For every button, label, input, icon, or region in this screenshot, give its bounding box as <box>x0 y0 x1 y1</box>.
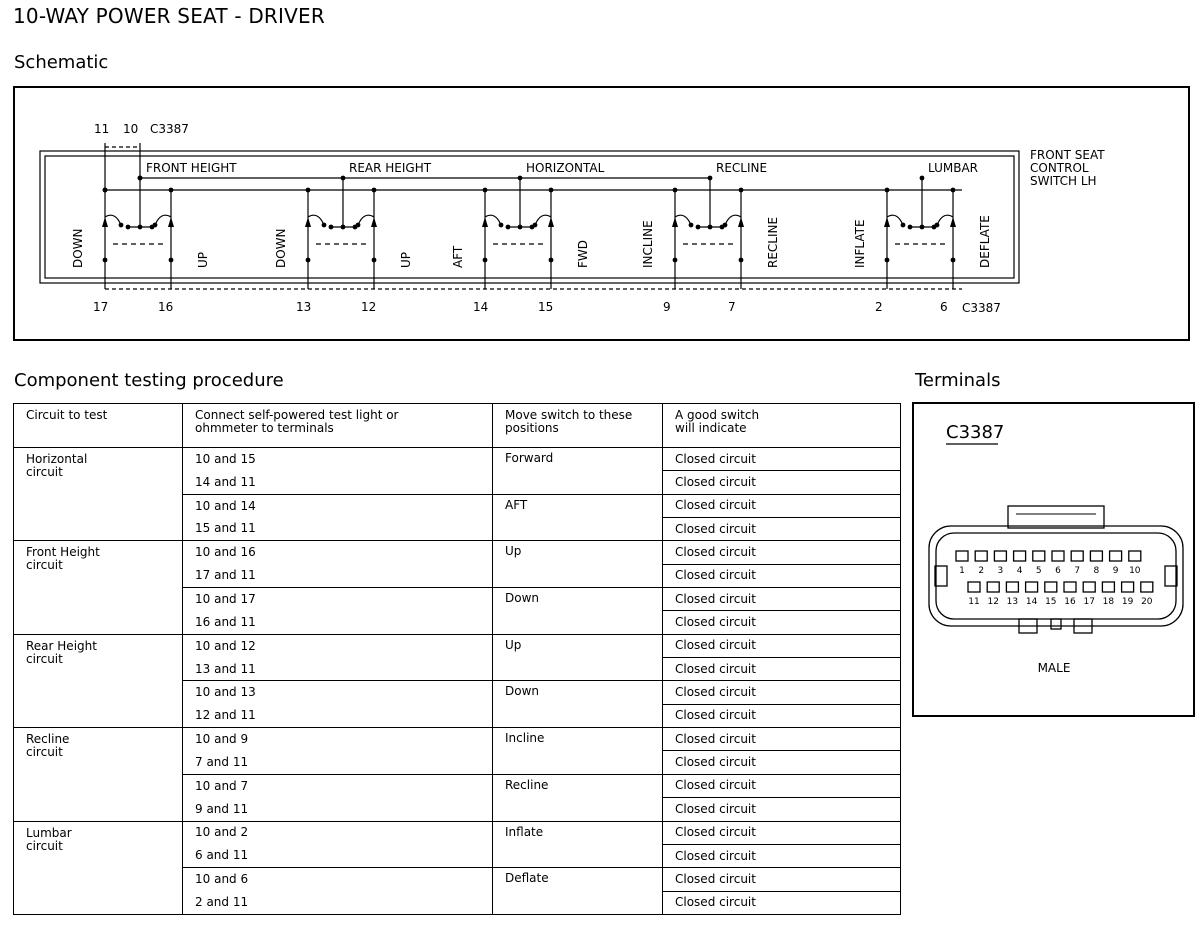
table-header-cell: Circuit to test <box>14 404 183 448</box>
terminal-pin <box>975 551 987 561</box>
result-cell: Closed circuit <box>663 471 901 494</box>
position-cell: Forward <box>493 448 663 495</box>
result-cell: Closed circuit <box>663 658 901 681</box>
junction-dot <box>126 225 131 230</box>
table-row <box>14 541 901 564</box>
result-cell: Closed circuit <box>663 868 901 891</box>
group-label: LUMBAR <box>928 161 979 175</box>
pin-label: 16 <box>158 300 174 314</box>
junction-dot <box>673 258 678 263</box>
switch-label-line: FRONT SEAT <box>1030 148 1105 162</box>
terminal-pin <box>1129 551 1141 561</box>
terminals-cell: 10 and 13 <box>183 681 493 704</box>
terminal-pin <box>1033 551 1045 561</box>
junction-dot <box>372 258 377 263</box>
pin-label: 15 <box>538 300 554 314</box>
pin-label: 13 <box>296 300 312 314</box>
key <box>1051 619 1061 629</box>
component-testing-table <box>13 403 901 915</box>
schematic-svg <box>15 88 1192 343</box>
terminals-cell: 10 and 17 <box>183 588 493 611</box>
terminal-pin <box>1090 551 1102 561</box>
junction-dot <box>696 225 701 230</box>
terminal-pin <box>1045 582 1057 592</box>
junction-dot <box>483 258 488 263</box>
direction-label-right: UP <box>196 251 210 268</box>
terminal-pin <box>1110 551 1122 561</box>
junction-dot <box>483 188 488 193</box>
switch-arm <box>725 215 741 225</box>
connector-label: C3387 <box>150 122 189 136</box>
terminal-pin <box>1141 582 1153 592</box>
pin-label: 9 <box>663 300 671 314</box>
terminals-cell: 7 and 11 <box>183 751 493 774</box>
junction-dot <box>329 225 334 230</box>
group-label: FRONT HEIGHT <box>146 161 237 175</box>
terminals-cell: 10 and 7 <box>183 774 493 797</box>
pin-number: 19 <box>1121 597 1134 607</box>
schematic-diagram <box>13 86 1190 341</box>
terminal-pin <box>1071 551 1083 561</box>
junction-dot <box>518 176 523 181</box>
circuit-name-cell: Rear Height circuit <box>14 634 183 727</box>
switch-arrow <box>950 217 956 227</box>
junction-dot <box>499 223 504 228</box>
terminals-cell: 15 and 11 <box>183 518 493 541</box>
pin-number: 7 <box>1074 566 1081 576</box>
switch-label-line: SWITCH LH <box>1030 174 1097 188</box>
switch-arrow <box>548 217 554 227</box>
switch-arm <box>535 215 551 225</box>
junction-dot <box>885 188 890 193</box>
junction-dot <box>306 188 311 193</box>
result-cell: Closed circuit <box>663 634 901 657</box>
result-cell: Closed circuit <box>663 681 901 704</box>
table-row <box>14 448 901 471</box>
switch-label-line: CONTROL <box>1030 161 1089 175</box>
junction-dot <box>103 258 108 263</box>
switch-arrow <box>482 217 488 227</box>
position-cell: Up <box>493 541 663 588</box>
junction-dot <box>708 225 713 230</box>
junction-dot <box>549 258 554 263</box>
junction-dot <box>103 188 108 193</box>
pin-label: 6 <box>940 300 948 314</box>
position-cell: Inflate <box>493 821 663 868</box>
circuit-name-cell: Front Height circuit <box>14 541 183 634</box>
group-label: REAR HEIGHT <box>349 161 432 175</box>
position-cell: Down <box>493 588 663 635</box>
junction-dot <box>739 258 744 263</box>
direction-label-left: DOWN <box>274 228 288 268</box>
terminal-pin <box>987 582 999 592</box>
terminals-cell: 10 and 14 <box>183 494 493 517</box>
terminal-pin <box>956 551 968 561</box>
junction-dot <box>506 225 511 230</box>
switch-arm <box>308 215 324 225</box>
terminals-cell: 9 and 11 <box>183 798 493 821</box>
switch-arrow <box>884 217 890 227</box>
switch-arrow <box>168 217 174 227</box>
pin-number: 14 <box>1025 597 1038 607</box>
terminals-cell: 13 and 11 <box>183 658 493 681</box>
terminals-heading: Terminals <box>915 370 1001 391</box>
terminals-cell: 16 and 11 <box>183 611 493 634</box>
switch-arrow <box>672 217 678 227</box>
terminal-pin <box>1122 582 1134 592</box>
pin-number: 16 <box>1064 597 1076 607</box>
junction-dot <box>723 223 728 228</box>
position-cell: Up <box>493 634 663 681</box>
junction-dot <box>153 223 158 228</box>
terminal-pin <box>968 582 980 592</box>
junction-dot <box>533 223 538 228</box>
junction-dot <box>673 188 678 193</box>
junction-dot <box>341 225 346 230</box>
table-header-cell: Move switch to these positions <box>493 404 663 448</box>
terminals-cell: 6 and 11 <box>183 844 493 867</box>
terminal-svg <box>914 404 1197 719</box>
junction-dot <box>920 225 925 230</box>
result-cell: Closed circuit <box>663 564 901 587</box>
junction-dot <box>739 188 744 193</box>
junction-dot <box>908 225 913 230</box>
terminals-cell: 10 and 6 <box>183 868 493 891</box>
pin-number: 17 <box>1083 597 1095 607</box>
pin-label: 12 <box>361 300 377 314</box>
circuit-name-cell: Horizontal circuit <box>14 448 183 541</box>
junction-dot <box>119 223 124 228</box>
connector-body-outer <box>929 526 1183 626</box>
pin-number: 20 <box>1141 597 1153 607</box>
switch-arm <box>105 215 121 225</box>
terminals-cell: 10 and 15 <box>183 448 493 471</box>
result-cell: Closed circuit <box>663 541 901 564</box>
pin-number: 5 <box>1035 566 1042 576</box>
switch-arm <box>887 215 903 225</box>
table-row <box>14 634 901 657</box>
junction-dot <box>169 188 174 193</box>
terminals-cell: 12 and 11 <box>183 704 493 727</box>
schematic-heading: Schematic <box>14 52 109 73</box>
pin-number: 11 <box>968 597 980 607</box>
terminals-cell: 10 and 2 <box>183 821 493 844</box>
circuit-name-cell: Recline circuit <box>14 728 183 821</box>
result-cell: Closed circuit <box>663 774 901 797</box>
result-cell: Closed circuit <box>663 798 901 821</box>
result-cell: Closed circuit <box>663 844 901 867</box>
result-cell: Closed circuit <box>663 751 901 774</box>
pin-number: 10 <box>1129 566 1141 576</box>
junction-dot <box>138 225 143 230</box>
switch-arm <box>675 215 691 225</box>
terminal-view <box>912 402 1195 717</box>
switch-arm <box>358 215 374 225</box>
connector-latch <box>1008 506 1104 528</box>
position-cell: AFT <box>493 494 663 541</box>
pin-number: 3 <box>997 566 1004 576</box>
result-cell: Closed circuit <box>663 891 901 914</box>
group-label: RECLINE <box>716 161 768 175</box>
terminals-cell: 14 and 11 <box>183 471 493 494</box>
direction-label-left: AFT <box>451 245 465 268</box>
result-cell: Closed circuit <box>663 821 901 844</box>
terminal-pin <box>1083 582 1095 592</box>
result-cell: Closed circuit <box>663 588 901 611</box>
junction-dot <box>372 188 377 193</box>
pin-number: 12 <box>987 597 999 607</box>
junction-dot <box>549 188 554 193</box>
terminal-pin <box>994 551 1006 561</box>
side-tab <box>935 566 947 586</box>
switch-arm <box>155 215 171 225</box>
table-header-cell: Connect self-powered test light or ohmmeter to terminals <box>183 404 493 448</box>
terminal-pin <box>1026 582 1038 592</box>
switch-arrow <box>102 217 108 227</box>
group-label: HORIZONTAL <box>526 161 605 175</box>
junction-dot <box>920 176 925 181</box>
junction-dot <box>518 225 523 230</box>
pin-number: 9 <box>1112 566 1119 576</box>
junction-dot <box>356 223 361 228</box>
junction-dot <box>951 188 956 193</box>
junction-dot <box>901 223 906 228</box>
result-cell: Closed circuit <box>663 611 901 634</box>
junction-dot <box>169 258 174 263</box>
terminal-pin <box>1014 551 1026 561</box>
switch-arm <box>937 215 953 225</box>
connector-gender: MALE <box>1037 661 1071 675</box>
pin-number: 2 <box>978 566 985 576</box>
junction-dot <box>885 258 890 263</box>
connector-label: C3387 <box>962 301 1001 315</box>
direction-label-right: FWD <box>576 239 590 268</box>
terminals-cell: 10 and 12 <box>183 634 493 657</box>
result-cell: Closed circuit <box>663 704 901 727</box>
direction-label-left: INCLINE <box>641 220 655 268</box>
pin-number: 18 <box>1102 597 1115 607</box>
direction-label-left: INFLATE <box>853 219 867 268</box>
direction-label-right: DEFLATE <box>978 215 992 268</box>
table-row <box>14 728 901 751</box>
junction-dot <box>708 176 713 181</box>
pin-number: 8 <box>1093 566 1100 576</box>
pin-number: 15 <box>1045 597 1057 607</box>
position-cell: Down <box>493 681 663 728</box>
pin-label: 17 <box>93 300 109 314</box>
terminals-cell: 2 and 11 <box>183 891 493 914</box>
junction-dot <box>306 258 311 263</box>
table-row <box>14 821 901 844</box>
top-pin-label: 10 <box>123 122 139 136</box>
procedure-heading: Component testing procedure <box>14 370 284 391</box>
position-cell: Incline <box>493 728 663 775</box>
result-cell: Closed circuit <box>663 518 901 541</box>
terminal-pin <box>1064 582 1076 592</box>
terminals-cell: 17 and 11 <box>183 564 493 587</box>
direction-label-right: UP <box>399 251 413 268</box>
pin-number: 6 <box>1055 566 1061 576</box>
switch-arrow <box>305 217 311 227</box>
result-cell: Closed circuit <box>663 494 901 517</box>
junction-dot <box>322 223 327 228</box>
junction-dot <box>951 258 956 263</box>
side-tab <box>1165 566 1177 586</box>
pin-label: 2 <box>875 300 883 314</box>
result-cell: Closed circuit <box>663 728 901 751</box>
pin-number: 4 <box>1016 566 1023 576</box>
switch-arm <box>485 215 501 225</box>
page-title: 10-WAY POWER SEAT - DRIVER <box>13 4 325 28</box>
pin-label: 7 <box>728 300 736 314</box>
terminal-pin <box>1006 582 1018 592</box>
pin-number: 1 <box>959 566 965 576</box>
terminal-pin <box>1052 551 1064 561</box>
direction-label-right: RECLINE <box>766 216 780 268</box>
position-cell: Deflate <box>493 868 663 915</box>
junction-dot <box>935 223 940 228</box>
junction-dot <box>341 176 346 181</box>
circuit-name-cell: Lumbar circuit <box>14 821 183 915</box>
connector-id: C3387 <box>946 422 1005 443</box>
switch-arrow <box>738 217 744 227</box>
junction-dot <box>138 176 143 181</box>
junction-dot <box>689 223 694 228</box>
terminals-cell: 10 and 9 <box>183 728 493 751</box>
pin-label: 14 <box>473 300 489 314</box>
direction-label-left: DOWN <box>71 228 85 268</box>
table-header-cell: A good switch will indicate <box>663 404 901 448</box>
top-pin-label: 11 <box>94 122 110 136</box>
pin-number: 13 <box>1006 597 1019 607</box>
terminals-cell: 10 and 16 <box>183 541 493 564</box>
position-cell: Recline <box>493 774 663 821</box>
terminal-pin <box>1102 582 1114 592</box>
result-cell: Closed circuit <box>663 448 901 471</box>
switch-arrow <box>371 217 377 227</box>
